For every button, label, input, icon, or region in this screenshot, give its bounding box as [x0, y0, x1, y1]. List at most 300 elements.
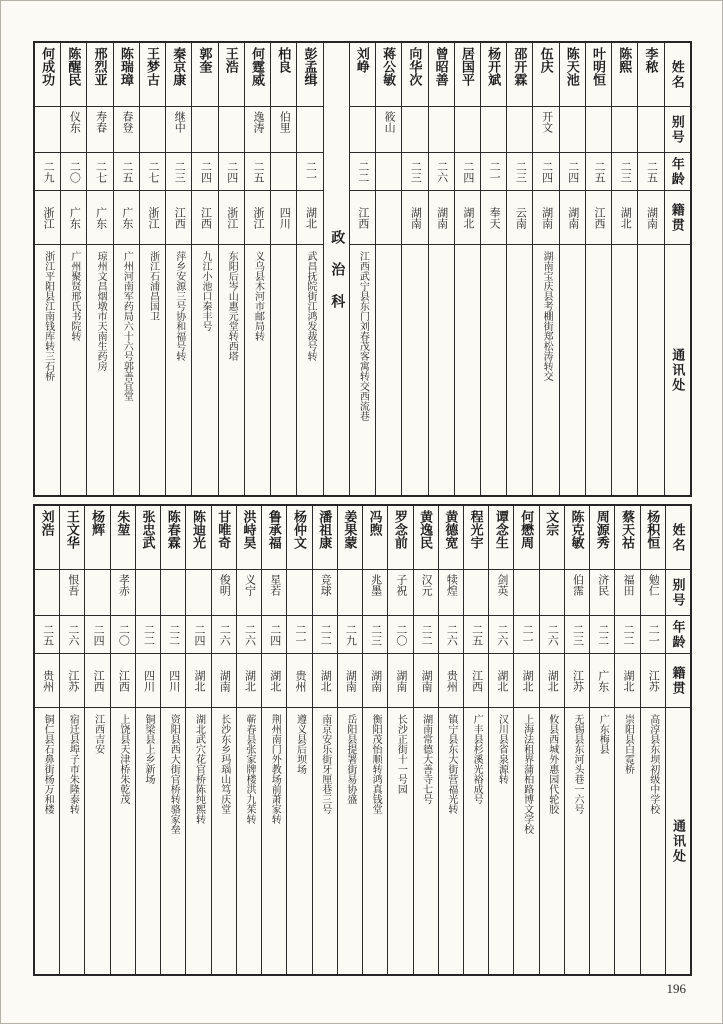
age-text: 二六	[66, 623, 79, 646]
native-place-text: 湖南	[218, 669, 231, 692]
person-name	[262, 506, 286, 570]
person-name-text: 蒋公敏	[381, 47, 397, 86]
person-name-text: 邵开霖	[512, 47, 528, 86]
courtesy-name	[114, 107, 139, 153]
native-place-text: 广东	[94, 206, 107, 229]
column-header-text: 姓名	[669, 59, 685, 90]
age-text: 二二	[356, 160, 369, 183]
courtesy-name	[439, 570, 463, 616]
person-column	[615, 506, 640, 974]
native-place	[237, 654, 261, 708]
native-place-text: 江西	[593, 206, 606, 229]
person-name-text: 王梦古	[145, 47, 161, 86]
age-text: 二四	[566, 160, 579, 183]
native-place	[560, 191, 585, 245]
person-name-text: 鲁承福	[266, 510, 282, 549]
native-place	[262, 654, 286, 708]
native-place	[136, 654, 160, 708]
address-text: 无锡县东河头巷一六号	[572, 714, 584, 814]
person-name-text: 甘唯奇	[216, 510, 232, 549]
person-name-text: 秦京康	[171, 47, 187, 86]
age-text: 二三	[514, 160, 527, 183]
person-column	[402, 43, 428, 495]
courtesy-name	[136, 570, 160, 616]
courtesy-name	[402, 107, 427, 153]
courtesy-name	[612, 107, 637, 153]
age	[136, 616, 160, 654]
native-place	[439, 654, 463, 708]
native-place	[641, 654, 665, 708]
person-name	[61, 43, 86, 107]
age-text: 二六	[445, 623, 458, 646]
person-name	[60, 506, 84, 570]
native-place-text: 湖北	[461, 206, 474, 229]
address	[455, 245, 480, 495]
address	[212, 708, 236, 974]
courtesy-name	[560, 107, 585, 153]
person-column	[85, 506, 110, 974]
native-place	[590, 654, 614, 708]
address	[376, 245, 401, 495]
age-text: 二三	[409, 160, 422, 183]
courtesy-name	[338, 570, 362, 616]
age-text: 二六	[218, 623, 231, 646]
column-header-text: 年龄	[669, 156, 685, 187]
address-text: 浙江平阳县江南钱库转三石桥	[42, 251, 54, 381]
courtesy-name-text: 济民	[596, 574, 609, 596]
age	[219, 153, 244, 191]
age	[60, 616, 84, 654]
native-place	[166, 191, 191, 245]
courtesy-name	[363, 570, 387, 616]
native-place-text: 湖北	[546, 669, 559, 692]
address-text: 义乌县木河市邮局转	[252, 251, 264, 341]
column-header	[666, 654, 690, 708]
native-place-text: 江苏	[647, 669, 660, 692]
address-text: 岳阳县提署街易协盛	[344, 714, 356, 804]
person-name	[533, 43, 558, 107]
age-text: 二一	[647, 623, 660, 646]
address-text: 镇宁县东大街营福光转	[445, 714, 457, 814]
courtesy-name	[237, 570, 261, 616]
person-column	[35, 506, 60, 974]
roster-table-bottom	[33, 504, 692, 976]
person-name	[514, 506, 538, 570]
age-text: 二五	[593, 160, 606, 183]
person-name-text: 文宗	[544, 510, 560, 536]
native-place	[192, 191, 217, 245]
age	[455, 153, 480, 191]
courtesy-name	[540, 570, 564, 616]
person-name	[615, 506, 639, 570]
age-text: 二五	[470, 623, 483, 646]
native-place-text: 湖北	[622, 669, 634, 692]
person-name	[638, 43, 663, 107]
column-header-text: 别号	[670, 577, 686, 608]
person-name-text: 居国平	[459, 47, 475, 86]
person-column	[388, 506, 413, 974]
courtesy-name	[455, 107, 480, 153]
native-place-text: 广东	[596, 669, 609, 692]
column-header	[665, 245, 690, 495]
address	[641, 708, 665, 974]
age-text: 二三	[571, 623, 584, 646]
address	[414, 708, 438, 974]
person-column	[166, 43, 192, 495]
person-column	[287, 506, 312, 974]
address	[271, 245, 296, 495]
native-place-text: 贵州	[445, 669, 458, 692]
person-column	[481, 43, 507, 495]
address	[429, 245, 454, 495]
age-text: 二六	[546, 623, 559, 646]
age	[297, 153, 322, 191]
person-name-text: 陈熙	[617, 47, 633, 73]
native-place-text: 湖南	[435, 206, 448, 229]
address	[35, 245, 60, 495]
age	[212, 616, 236, 654]
age	[245, 153, 270, 191]
age	[439, 616, 463, 654]
native-place-text: 湖南	[369, 669, 382, 692]
page-number: 196	[666, 981, 686, 996]
person-column	[61, 43, 87, 495]
age	[85, 616, 109, 654]
person-name-text: 杨积恒	[645, 510, 661, 549]
address-text: 广州河南军药局六十六号郭善宜堂	[121, 251, 133, 401]
native-place	[376, 191, 401, 245]
age-text: 二四	[199, 160, 212, 183]
courtesy-name	[271, 107, 296, 153]
native-place-text: 贵州	[293, 669, 306, 692]
native-place-text: 广东	[68, 206, 81, 229]
address-text: 江西武宁县东门刘春茂客寓转交西流巷	[357, 251, 369, 421]
age	[192, 153, 217, 191]
address	[61, 245, 86, 495]
native-place	[402, 191, 427, 245]
person-name-text: 王浩	[223, 47, 239, 73]
person-name-text: 杨开斌	[486, 47, 502, 86]
age	[111, 616, 135, 654]
age	[565, 616, 589, 654]
person-name	[376, 43, 401, 107]
age-text: 二三	[369, 623, 382, 646]
age	[61, 153, 86, 191]
person-column	[638, 43, 664, 495]
native-place	[114, 191, 139, 245]
courtesy-name	[166, 107, 191, 153]
address	[161, 708, 185, 974]
native-place	[212, 654, 236, 708]
person-name	[237, 506, 261, 570]
address-text: 广东梅县	[597, 714, 609, 754]
courtesy-name	[186, 570, 210, 616]
age-text: 二二	[319, 623, 332, 646]
person-name	[297, 43, 322, 107]
person-column	[136, 506, 161, 974]
native-place	[388, 654, 412, 708]
age	[114, 153, 139, 191]
courtesy-name-text: 仪东	[68, 111, 81, 133]
age-text: 二一	[488, 160, 501, 183]
column-header-text: 通讯处	[670, 818, 686, 864]
address	[287, 708, 311, 974]
courtesy-name	[35, 570, 59, 616]
native-place-text: 湖南	[394, 669, 407, 692]
courtesy-name-text: 义宁	[243, 574, 256, 596]
age-text: 二四	[268, 623, 281, 646]
person-name-text: 曾昭善	[433, 47, 449, 86]
address	[313, 708, 337, 974]
person-column	[414, 506, 439, 974]
native-place	[35, 191, 60, 245]
courtesy-name	[533, 107, 558, 153]
age	[166, 153, 191, 191]
person-name	[402, 43, 427, 107]
address-text: 荆州南门外教场前萧家转	[269, 714, 281, 824]
age	[140, 153, 165, 191]
address-text: 铜梁县上乡新场	[143, 714, 155, 784]
address-text: 高淳县东坝初级中学校	[647, 714, 659, 814]
address	[612, 245, 637, 495]
courtesy-name	[376, 107, 401, 153]
person-name	[161, 506, 185, 570]
courtesy-name	[615, 570, 639, 616]
age-text: 二〇	[68, 160, 81, 183]
person-name	[565, 506, 589, 570]
person-name-text: 罗念前	[392, 510, 408, 549]
address	[338, 708, 362, 974]
person-name	[35, 43, 60, 107]
address-text: 琼州文昌烟墩市天南生药房	[95, 251, 107, 371]
courtesy-name	[297, 107, 322, 153]
person-name-text: 周源秀	[594, 510, 610, 549]
column-header	[666, 616, 690, 654]
native-place-text: 湖南	[409, 206, 422, 229]
age	[507, 153, 532, 191]
age	[287, 616, 311, 654]
age-text: 二二	[622, 623, 634, 646]
courtesy-name	[140, 107, 165, 153]
address-text: 衡阳茂怡顺转鸿真钱堂	[370, 714, 382, 814]
native-place	[111, 654, 135, 708]
person-name	[271, 43, 296, 107]
address-text: 长沙东乡玛瑙山笃庆堂	[218, 714, 230, 814]
age-text: 二六	[495, 623, 508, 646]
native-place	[338, 654, 362, 708]
address	[245, 245, 270, 495]
native-place-text: 贵州	[41, 669, 54, 692]
person-name	[388, 506, 412, 570]
age	[414, 616, 438, 654]
courtesy-name	[464, 570, 488, 616]
native-place-text: 湖北	[319, 669, 332, 692]
address	[565, 708, 589, 974]
courtesy-name	[61, 107, 86, 153]
column-header	[665, 107, 690, 153]
native-place-text: 江西	[199, 206, 212, 229]
age-text: 二四	[540, 160, 553, 183]
native-place	[429, 191, 454, 245]
person-column	[60, 506, 85, 974]
native-place-text: 浙江	[147, 206, 160, 229]
courtesy-name-text: 伯霈	[571, 574, 584, 596]
age-text: 二一	[293, 623, 306, 646]
age	[638, 153, 663, 191]
courtesy-name-text: 兆墨	[369, 574, 382, 596]
person-name	[219, 43, 244, 107]
person-name-text: 谭念生	[493, 510, 509, 549]
age-text: 二四	[225, 160, 238, 183]
native-place-text: 湖南	[420, 669, 433, 692]
person-name	[489, 506, 513, 570]
address	[166, 245, 191, 495]
person-column	[313, 506, 338, 974]
column-header-text: 籍贯	[669, 202, 685, 233]
person-name	[540, 506, 564, 570]
address	[514, 708, 538, 974]
person-column	[590, 506, 615, 974]
person-name	[429, 43, 454, 107]
person-name	[114, 43, 139, 107]
age-text: 二一	[304, 160, 317, 183]
address	[87, 245, 112, 495]
person-name	[590, 506, 614, 570]
address	[464, 708, 488, 974]
age	[514, 616, 538, 654]
person-name-text: 黄逸民	[418, 510, 434, 549]
person-name	[287, 506, 311, 570]
native-place-text: 湖北	[619, 206, 632, 229]
native-place	[350, 191, 375, 245]
age	[615, 616, 639, 654]
native-place	[507, 191, 532, 245]
age	[489, 616, 513, 654]
column-header-text: 年龄	[670, 619, 686, 650]
courtesy-name	[590, 570, 614, 616]
age	[338, 616, 362, 654]
address	[507, 245, 532, 495]
age	[590, 616, 614, 654]
column-header	[665, 43, 690, 107]
address-text: 长沙正街十一号园	[395, 714, 407, 794]
native-place	[85, 654, 109, 708]
person-column	[514, 506, 539, 974]
age	[186, 616, 210, 654]
courtesy-name-text: 子祝	[394, 574, 407, 596]
age	[429, 153, 454, 191]
courtesy-name-text: 春登	[120, 111, 133, 133]
native-place	[514, 654, 538, 708]
person-name-text: 向华次	[407, 47, 423, 86]
address-text: 南京安乐街牙厘巷三号	[319, 714, 331, 814]
person-column	[565, 506, 590, 974]
native-place-text: 湖南	[566, 206, 579, 229]
address-text: 广丰县杉溪光裕成号	[471, 714, 483, 804]
person-name	[136, 506, 160, 570]
person-column	[439, 506, 464, 974]
column-header-text: 通讯处	[670, 347, 686, 393]
person-name	[507, 43, 532, 107]
person-name-text: 陈瑞璋	[118, 47, 134, 86]
age-text: 二三	[619, 160, 632, 183]
person-name	[212, 506, 236, 570]
address	[481, 245, 506, 495]
address	[489, 708, 513, 974]
age-text: 二三	[173, 160, 186, 183]
native-place-text: 湖北	[495, 669, 508, 692]
address-text: 浙江石浦昌国卫	[147, 251, 159, 321]
age-text: 二六	[243, 623, 256, 646]
address	[638, 245, 663, 495]
courtesy-name-text: 福田	[622, 574, 634, 596]
courtesy-name-text: 开文	[540, 111, 553, 133]
address-text: 广州聚贤邢氏书院转	[68, 251, 80, 341]
native-place-text: 湖北	[304, 206, 317, 229]
age-text: 二五	[645, 160, 658, 183]
person-name	[140, 43, 165, 107]
column-header	[665, 153, 690, 191]
person-name-text: 冯煦	[367, 510, 383, 536]
section-column	[324, 43, 350, 495]
courtesy-name	[481, 107, 506, 153]
native-place	[87, 191, 112, 245]
age	[363, 616, 387, 654]
address	[297, 245, 322, 495]
courtesy-name	[87, 107, 112, 153]
courtesy-name	[85, 570, 109, 616]
courtesy-name-text: 逸涛	[251, 111, 264, 133]
address-text: 汉川县省泉源转	[496, 714, 508, 784]
address	[136, 708, 160, 974]
native-place	[186, 654, 210, 708]
courtesy-name	[219, 107, 244, 153]
courtesy-name-text: 筱山	[383, 111, 396, 133]
person-name	[414, 506, 438, 570]
native-place	[638, 191, 663, 245]
age	[35, 616, 59, 654]
address-text: 崇阳县白霓桥	[622, 714, 634, 774]
address	[262, 708, 286, 974]
person-name	[439, 506, 463, 570]
address-text: 上饶县天津桥朱乾茂	[117, 714, 129, 804]
address-text: 湖南宝庆县考棚街郑松涛转交	[541, 251, 553, 381]
address	[439, 708, 463, 974]
column-header	[666, 506, 690, 570]
person-name-text: 陈迪光	[191, 510, 207, 549]
person-name	[186, 506, 210, 570]
native-place	[219, 191, 244, 245]
person-name	[586, 43, 611, 107]
age	[237, 616, 261, 654]
section-label: 政治科	[329, 230, 345, 326]
person-name	[245, 43, 270, 107]
person-column	[192, 43, 218, 495]
courtesy-name	[350, 107, 375, 153]
native-place-text: 湖北	[193, 669, 206, 692]
courtesy-name	[429, 107, 454, 153]
age	[612, 153, 637, 191]
courtesy-name-text: 汉元	[420, 574, 433, 596]
person-name-text: 朱堃	[115, 510, 131, 536]
age-text: 二六	[435, 160, 448, 183]
address-text: 蕲春县张家牌楼洪九茱转	[243, 714, 255, 824]
person-column	[161, 506, 186, 974]
courtesy-name	[565, 570, 589, 616]
age-text: 二二	[167, 623, 180, 646]
native-place	[245, 191, 270, 245]
person-name	[481, 43, 506, 107]
